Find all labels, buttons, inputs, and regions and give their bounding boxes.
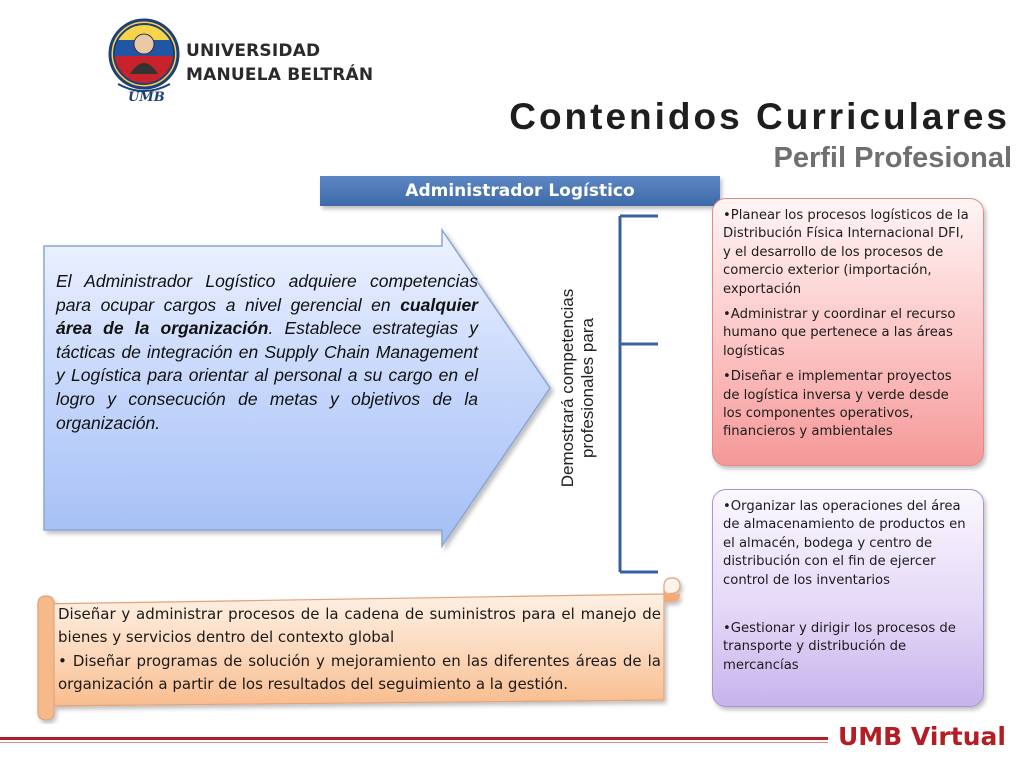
seal-text: UMB: [128, 90, 165, 105]
red-item-2: •Administrar y coordinar el recurso humano que pertenece a las áreas logísticas: [723, 307, 956, 359]
arrow-description: [56, 270, 478, 435]
scroll-line-2: • Diseñar programas de solución y mejoramiento en las diferentes áreas de la organización a partir de los resultados del seguimiento a la gestión.: [58, 651, 661, 694]
competencies-box-purple: [712, 489, 984, 707]
logo-text-line2: MANUELA BELTRÁN: [186, 65, 374, 85]
competencies-box-red: [712, 198, 984, 466]
arrow-text-part1: El Administrador Logístico adquiere competencias para ocupar cargos a nivel gerencial en: [56, 271, 478, 315]
logo-text-line1: UNIVERSIDAD: [186, 41, 321, 61]
footer-rule-thin: [0, 742, 828, 743]
page-subtitle: Perfil Profesional: [773, 142, 1012, 174]
scroll-text: [58, 603, 661, 697]
bracket-connector: [600, 212, 670, 582]
red-item-3: •Diseñar e implementar proyectos de logística inversa y verde desde los componentes operativos, financieros y ambientales: [723, 369, 952, 440]
purple-item-1: •Organizar las operaciones del área de almacenamiento de productos en el almacén, bodega y centro de distribución con el fin de ejercer control de los inventarios: [723, 499, 966, 588]
university-logo: [108, 14, 374, 110]
scroll-line-1: Diseñar y administrar procesos de la cadena de suministros para el manejo de bienes y servicios dentro del contexto global: [58, 605, 661, 647]
footer-brand: UMB Virtual: [838, 722, 1006, 751]
arrow-text-part2: . Establece estrategias y tácticas de integración en Supply Chain Management y Logística para orientar al personal a su cargo en el logro y consecución de metas y objetivos de la organización.: [56, 318, 479, 433]
role-header: Administrador Logístico: [320, 176, 720, 206]
footer-rule: [0, 737, 828, 740]
page-title: Contenidos Curriculares: [509, 96, 1010, 137]
purple-item-2: •Gestionar y dirigir los procesos de transporte y distribución de mercancías: [723, 621, 956, 673]
red-item-1: •Planear los procesos logísticos de la Distribución Física Internacional DFI, y el desarrollo de los procesos de comercio exterior (importación, exportación: [723, 208, 969, 297]
arrow-text-bold: cualquier área de la organización: [56, 294, 478, 339]
vertical-label: Demostrará competencias profesionales para: [558, 288, 597, 488]
